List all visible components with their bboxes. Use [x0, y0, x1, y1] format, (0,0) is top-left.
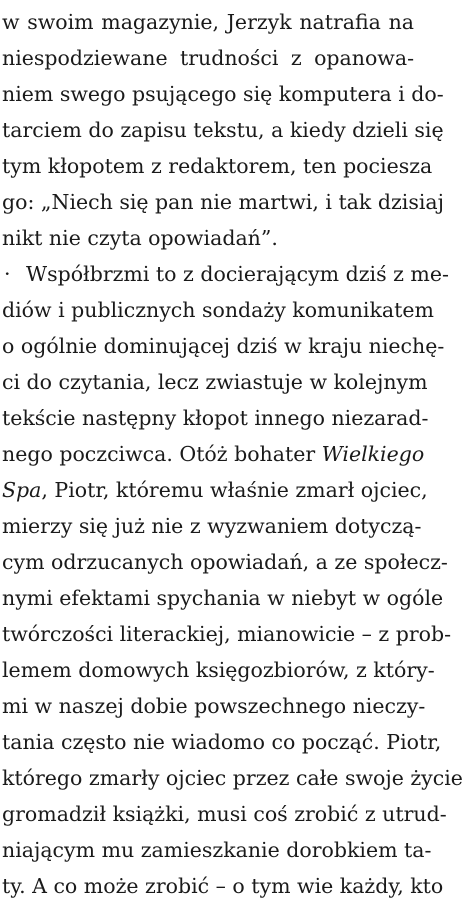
text-line: gromadził książki, musi coś zrobić z utrud- [2, 802, 447, 826]
text-line-with-title [2, 472, 428, 508]
text-line: ci do czytania, lecz zwiastuje w kolejnym [2, 370, 428, 394]
text-line: ty. A co może zrobić – o tym wie każdy, kto [2, 874, 444, 898]
text-line: niem swego psującego się komputera i do- [2, 82, 444, 106]
text-run: nego poczciwca. Otóż bohater [2, 442, 322, 466]
text-line: tym kłopotem z redaktorem, ten pociesza [2, 154, 433, 178]
text-line: tekście następny kłopot innego niezarad- [2, 406, 429, 430]
text-line: nikt nie czyta opowiadań”. [2, 226, 278, 250]
text-line: w swoim magazynie, Jerzyk natrafia na [2, 10, 414, 34]
text-line: mierzy się już nie z wyzwaniem dotyczą- [2, 514, 422, 538]
text-line: twórczości literackiej, mianowicie – z prob- [2, 622, 452, 646]
text-line: tania często nie wiadomo co począć. Piotr, [2, 730, 442, 754]
text-line: niającym mu zamieszkanie dorobkiem ta- [2, 838, 432, 862]
text-line: tarciem do zapisu tekstu, a kiedy dzieli się [2, 118, 444, 142]
text-line: mi w naszej dobie powszechnego nieczy- [2, 694, 426, 718]
text-line: o ogólnie dominującej dziś w kraju niechę- [2, 334, 445, 358]
text-line: cym odrzucanych opowiadań, a ze społecz- [2, 550, 448, 574]
text-line: diów i publicznych sondaży komunikatem [2, 298, 434, 322]
text-line: niespodziewane trudności z opanowa- [2, 46, 414, 70]
book-title-italic: Wielkiego [321, 442, 425, 466]
paragraph-bullet: · [4, 262, 11, 286]
text-line: lemem domowych księgozbiorów, z który- [2, 658, 435, 682]
text-run: , Piotr, któremu właśnie zmarł ojciec, [41, 478, 428, 502]
text-line: go: „Niech się pan nie martwi, i tak dzisiaj [2, 190, 444, 214]
text-line-with-title [2, 436, 425, 472]
text-line: którego zmarły ojciec przez całe swoje życie [2, 766, 463, 790]
text-line: nymi efektami spychania w niebyt w ogóle [2, 586, 444, 610]
text-line: Współbrzmi to z docierającym dziś z me- [26, 262, 449, 286]
book-title-italic: Spa [2, 478, 42, 502]
